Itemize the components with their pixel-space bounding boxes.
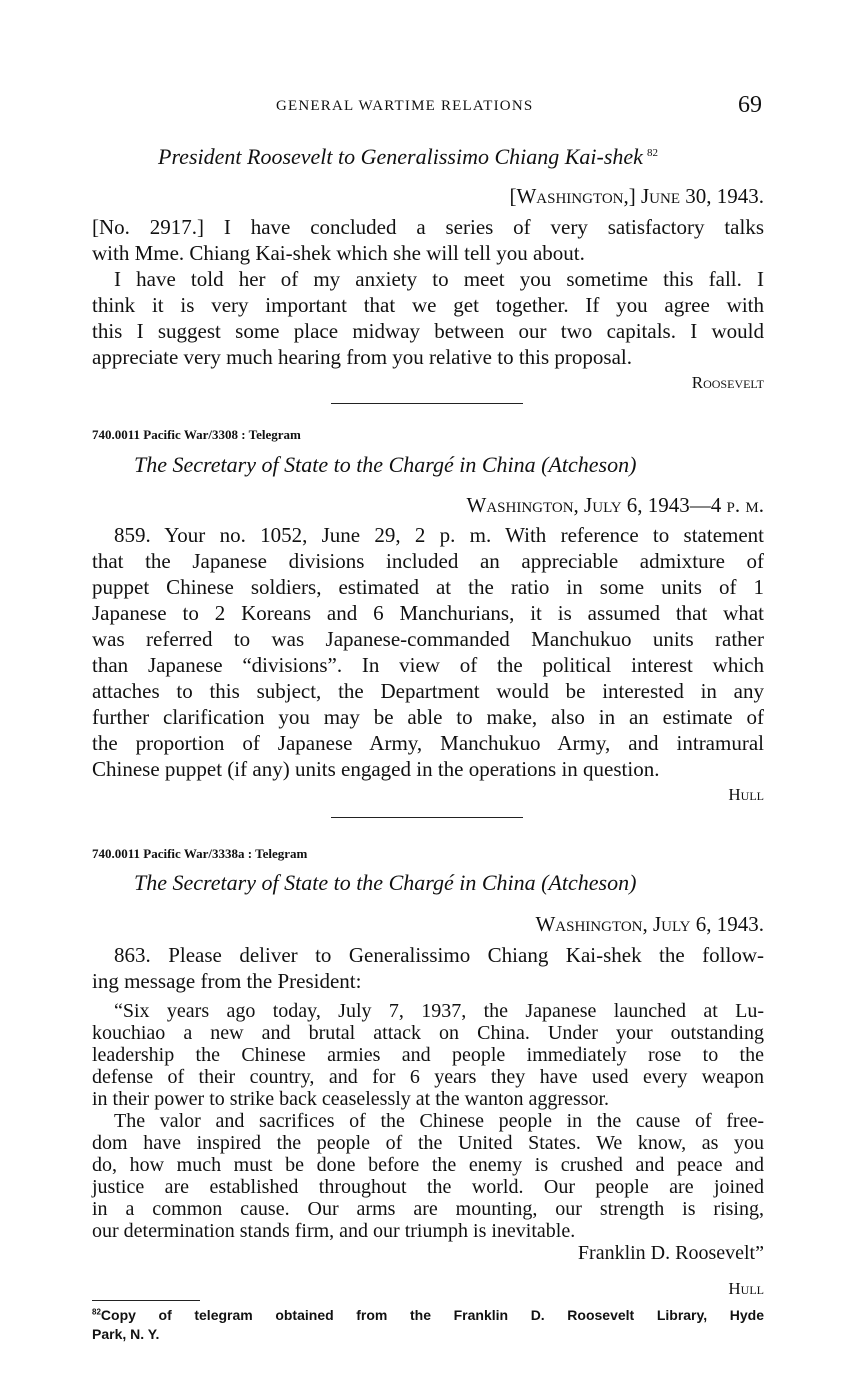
doc1-line: this I suggest some place midway between our two capitals. I would <box>92 319 764 343</box>
doc2-line: that the Japanese divisions included an appreciable admixture of <box>92 549 764 573</box>
doc2-dateline: Washington, July 6, 1943—4 p. m. <box>466 493 764 517</box>
doc2-line: attaches to this subject, the Department would be interested in any <box>92 679 764 703</box>
doc3-dateline: Washington, July 6, 1943. <box>535 912 764 936</box>
footnote-line1 <box>92 1307 764 1323</box>
quote-line: justice are established throughout the world. Our people are joined <box>92 1176 764 1198</box>
doc2-line: puppet Chinese soldiers, estimated at the ratio in some units of 1 <box>92 575 764 599</box>
doc2-title: The Secretary of State to the Chargé in China (Atcheson) <box>134 452 637 477</box>
doc2-line: than Japanese “divisions”. In view of the political interest which <box>92 653 764 677</box>
doc2-line: was referred to was Japanese-commanded Manchukuo units rather <box>92 627 764 651</box>
quote-line: “Six years ago today, July 7, 1937, the Japanese launched at Lu- <box>114 1000 764 1022</box>
doc1-dateline: [Washington,] June 30, 1943. <box>509 184 764 208</box>
page-number: 69 <box>738 92 762 118</box>
quote-line: The valor and sacrifices of the Chinese people in the cause of free- <box>114 1110 764 1132</box>
section-divider <box>331 403 523 404</box>
doc1-line: I have told her of my anxiety to meet you sometime this fall. I <box>114 267 764 291</box>
doc1-line: [No. 2917.] I have concluded a series of very satisfactory talks <box>92 215 764 239</box>
doc1-line: appreciate very much hearing from you relative to this proposal. <box>92 345 632 369</box>
doc3-signature: Hull <box>728 1279 764 1298</box>
footnote-text: Copy of telegram obtained from the Franklin D. Roosevelt Library, Hyde <box>100 1307 764 1323</box>
doc2-line: 859. Your no. 1052, June 29, 2 p. m. With reference to statement <box>114 523 764 547</box>
footnote-line2: Park, N. Y. <box>92 1326 160 1342</box>
doc2-line: the proportion of Japanese Army, Manchukuo Army, and intramural <box>92 731 764 755</box>
doc1-line: with Mme. Chiang Kai-shek which she will tell you about. <box>92 241 585 265</box>
quote-line: in a common cause. Our arms are mounting, our strength is rising, <box>92 1198 764 1220</box>
section-divider <box>331 817 523 818</box>
doc2-line: Japanese to 2 Koreans and 6 Manchurians, it is assumed that what <box>92 601 764 625</box>
doc2-signature: Hull <box>728 785 764 804</box>
doc3-line: ing message from the President: <box>92 969 362 993</box>
doc1-title <box>158 144 658 170</box>
quote-line: do, how much must be done before the enemy is crushed and peace and <box>92 1154 764 1176</box>
quote-line: in their power to strike back ceaselessly at the wanton aggressor. <box>92 1088 610 1110</box>
doc3-line: 863. Please deliver to Generalissimo Chiang Kai-shek the follow- <box>114 943 764 967</box>
doc1-signature: Roosevelt <box>691 373 764 392</box>
doc1-footnote-marker: 82 <box>646 146 658 159</box>
footnote-marker: 82 <box>92 1307 101 1317</box>
doc3-file-reference: 740.0011 Pacific War/3338a : Telegram <box>92 846 308 861</box>
doc3-title: The Secretary of State to the Chargé in China (Atcheson) <box>134 870 637 895</box>
doc2-line: Chinese puppet (if any) units engaged in the operations in question. <box>92 757 660 781</box>
doc1-title-text: President Roosevelt to Generalissimo Chiang Kai-shek <box>158 144 643 169</box>
quote-line: kouchiao a new and brutal attack on China. Under your outstanding <box>92 1022 764 1044</box>
quote-line: leadership the Chinese armies and people immediately rose to the <box>92 1044 764 1066</box>
quote-line: defense of their country, and for 6 years they have used every weapon <box>92 1066 764 1088</box>
quote-line: dom have inspired the people of the United States. We know, as you <box>92 1132 764 1154</box>
quote-line: our determination stands firm, and our triumph is inevitable. <box>92 1220 576 1242</box>
doc1-line: think it is very important that we get together. If you agree with <box>92 293 764 317</box>
quote-signature: Franklin D. Roosevelt” <box>577 1242 764 1264</box>
doc2-line: further clarification you may be able to make, also in an estimate of <box>92 705 764 729</box>
footnote-rule <box>92 1300 200 1301</box>
doc2-file-reference: 740.0011 Pacific War/3308 : Telegram <box>92 427 301 442</box>
running-header: GENERAL WARTIME RELATIONS <box>276 98 534 114</box>
